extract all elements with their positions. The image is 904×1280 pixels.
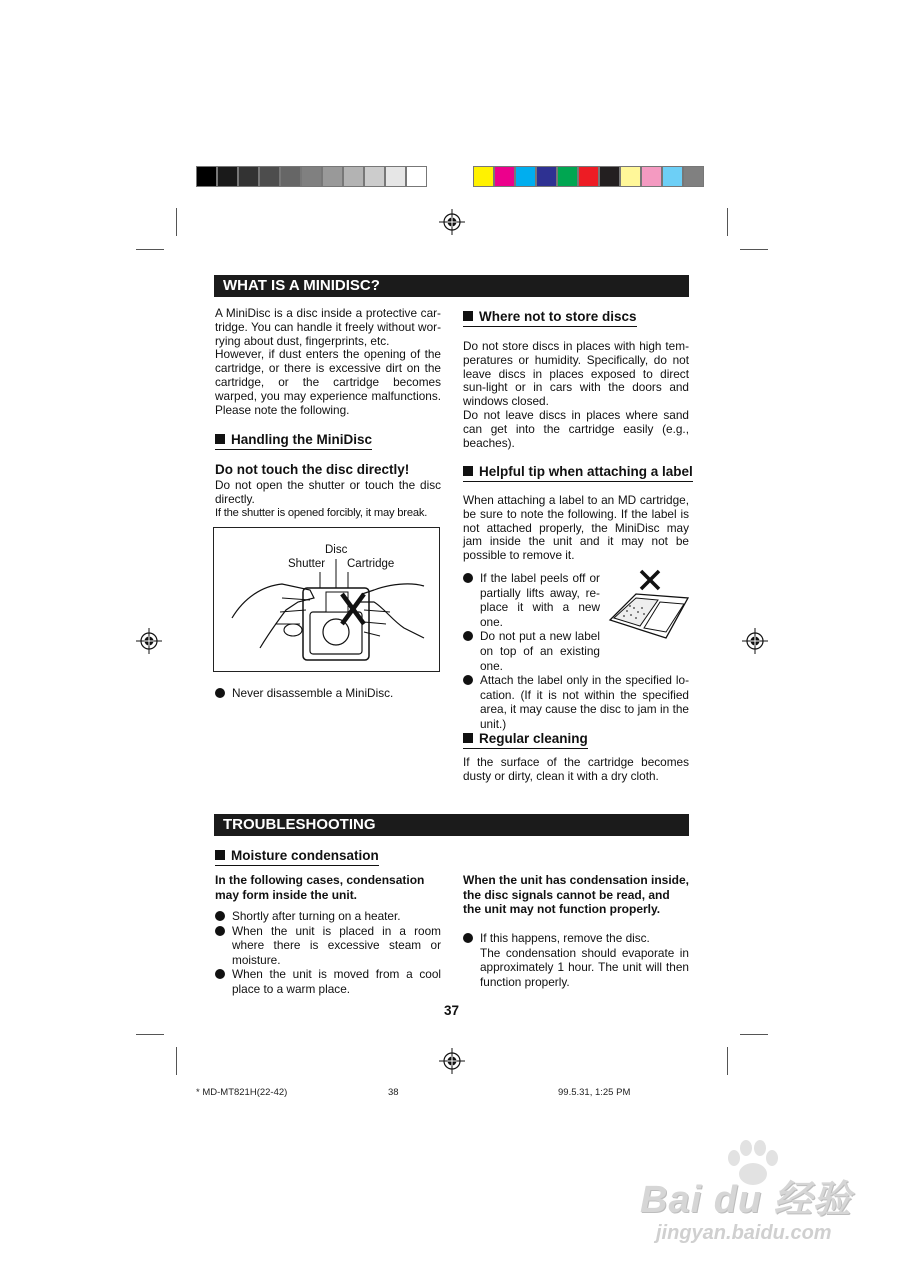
hands-holding-disc-icon: [214, 528, 441, 673]
label-tip-text: When attaching a label to an MD cartridge, be sure to note the following. If the label is not attached properly, the MiniDisc may jam inside the unit and it may not be possible to remove it.: [463, 493, 689, 563]
figure-label-disc: Disc: [325, 544, 348, 556]
registration-mark-icon: [136, 628, 162, 654]
condensation-causes-list: [215, 909, 441, 997]
watermark-url: jingyan.baidu.com: [656, 1222, 832, 1244]
watermark-brand: Bai du 经验: [640, 1179, 852, 1221]
list-item: Never disassemble a MiniDisc.: [215, 686, 441, 701]
section-title-troubleshooting: TROUBLESHOOTING: [214, 814, 689, 836]
color-swatches: [473, 166, 704, 188]
list-item: When the unit is placed in a room where there is excessive steam or moisture.: [215, 924, 441, 968]
do-not-touch-text: [215, 479, 441, 520]
moisture-heading-text: Moisture condensation: [231, 848, 379, 863]
color-swatch: [599, 166, 620, 187]
page-number: 37: [444, 1003, 460, 1018]
intro-text: [215, 307, 441, 417]
crop-mark: [176, 208, 177, 236]
storage-heading-text: Where not to store discs: [479, 309, 637, 324]
list-item: Attach the label only in the specified lo-cation. (If it is not within the specified area, it may cause the disc to jam in the unit.): [463, 673, 689, 731]
section-title-minidisc: WHAT IS A MINIDISC?: [214, 275, 689, 297]
storage-paragraph: Do not store discs in places with high tem-peratures or humidity. Specifically, do not leave discs in places exposed to direct sun-light or in cars with the doors and windows closed.: [463, 339, 689, 409]
square-bullet-icon: [463, 466, 473, 476]
label-tip-list: [463, 571, 689, 732]
shutter-note: If the shutter is opened forcibly, it may break.: [215, 506, 428, 519]
label-tip-heading: [463, 464, 693, 482]
color-swatch: [536, 166, 557, 187]
registration-mark-icon: [742, 628, 768, 654]
list-item: If the label peels off or partially lifts away, re-place it with a new one.: [463, 571, 600, 629]
registration-mark-icon: [439, 1048, 465, 1074]
bullet-dot-icon: [463, 573, 473, 583]
storage-heading: [463, 309, 637, 327]
label-tip-heading-text: Helpful tip when attaching a label: [479, 464, 693, 479]
crop-mark: [740, 249, 768, 250]
color-swatch: [301, 166, 322, 187]
square-bullet-icon: [463, 311, 473, 321]
grayscale-swatches: [196, 166, 427, 188]
figure-label-shutter: Shutter: [288, 558, 326, 570]
handling-heading: [215, 432, 372, 450]
color-swatch: [406, 166, 427, 187]
do-not-touch-paragraph: Do not open the shutter or touch the disc directly.: [215, 478, 441, 506]
registration-mark-icon: [439, 209, 465, 235]
bullet-dot-icon: [215, 688, 225, 698]
footer-center: 38: [388, 1087, 399, 1098]
color-swatch: [641, 166, 662, 187]
list-item: If this happens, remove the disc. The condensation should evaporate in approximately 1 hour. The unit will then function properly.: [463, 931, 689, 989]
color-swatch: [473, 166, 494, 187]
crop-mark: [136, 249, 164, 250]
moisture-heading: [215, 848, 379, 866]
disassemble-list: [215, 686, 441, 701]
color-swatch: [557, 166, 578, 187]
color-swatch: [515, 166, 536, 187]
square-bullet-icon: [215, 850, 225, 860]
condensation-effect-lead: When the unit has condensation inside, the disc signals cannot be read, and the unit may not function properly.: [463, 873, 690, 916]
color-swatch: [662, 166, 683, 187]
intro-paragraph: However, if dust enters the opening of the cartridge, or there is excessive dirt on the cartridge, or the cartridge becomes warped, you may experience malfunctions. Please note the following.: [215, 347, 441, 417]
color-swatch: [620, 166, 641, 187]
color-swatch: [364, 166, 385, 187]
cleaning-heading: [463, 731, 588, 749]
color-swatch: [259, 166, 280, 187]
bullet-dot-icon: [215, 911, 225, 921]
bullet-dot-icon: [215, 969, 225, 979]
bullet-dot-icon: [463, 675, 473, 685]
footer-left: * MD-MT821H(22-42): [196, 1087, 288, 1098]
minidisc-figure: [213, 527, 440, 672]
color-swatch: [217, 166, 238, 187]
color-swatch: [494, 166, 515, 187]
square-bullet-icon: [463, 733, 473, 743]
color-swatch: [385, 166, 406, 187]
figure-label-cartridge: Cartridge: [347, 558, 395, 570]
color-swatch: [322, 166, 343, 187]
crop-mark: [176, 1047, 177, 1075]
color-swatch: [280, 166, 301, 187]
intro-paragraph: A MiniDisc is a disc inside a protective car-tridge. You can handle it freely without wor-rying about dust, fingerprints, etc.: [215, 306, 441, 348]
color-swatch: [578, 166, 599, 187]
color-swatch: [343, 166, 364, 187]
bullet-dot-icon: [463, 631, 473, 641]
do-not-touch-heading: Do not touch the disc directly!: [215, 462, 410, 477]
bullet-dot-icon: [463, 933, 473, 943]
color-swatch: [238, 166, 259, 187]
list-item: Do not put a new label on top of an existing one.: [463, 629, 600, 673]
color-swatch: [196, 166, 217, 187]
handling-heading-text: Handling the MiniDisc: [231, 432, 373, 447]
storage-text: [463, 340, 689, 450]
storage-paragraph: Do not leave discs in places where sand can get into the cartridge easily (e.g., beaches).: [463, 407, 689, 450]
square-bullet-icon: [215, 434, 225, 444]
cleaning-text: If the surface of the cartridge becomes dusty or dirty, clean it with a dry cloth.: [463, 755, 689, 783]
bullet-dot-icon: [215, 926, 225, 936]
color-swatch: [683, 166, 704, 187]
crop-mark: [727, 1047, 728, 1075]
list-item: Shortly after turning on a heater.: [215, 909, 441, 924]
condensation-lead: In the following cases, condensation may form inside the unit.: [215, 873, 425, 902]
list-item: When the unit is moved from a cool place to a warm place.: [215, 967, 441, 996]
crop-mark: [727, 208, 728, 236]
crop-mark: [740, 1034, 768, 1035]
condensation-remedy-list: [463, 931, 689, 989]
footer-right: 99.5.31, 1:25 PM: [558, 1087, 631, 1098]
crop-mark: [136, 1034, 164, 1035]
cleaning-heading-text: Regular cleaning: [479, 731, 588, 746]
